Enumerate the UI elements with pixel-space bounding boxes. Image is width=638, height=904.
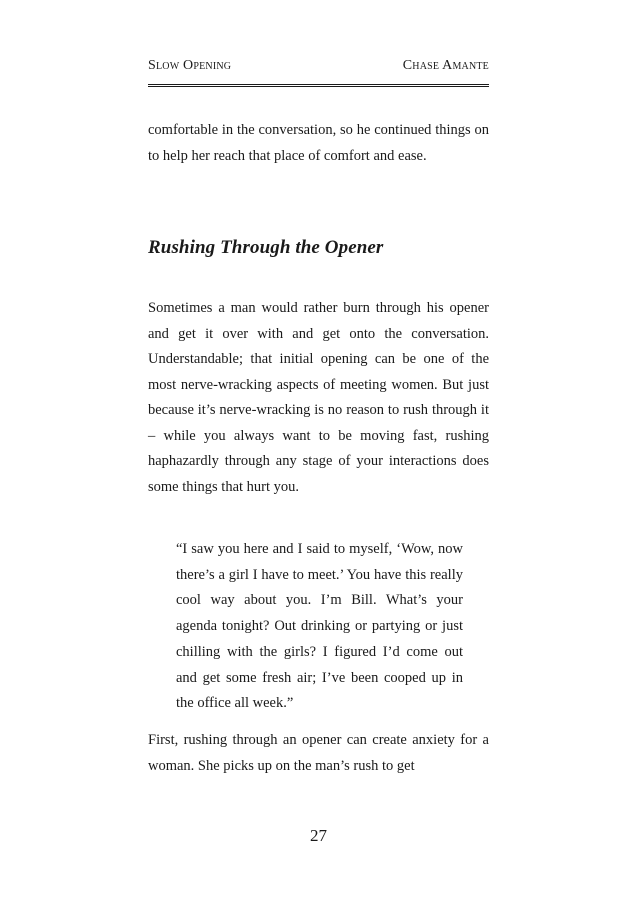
paragraph-first: First, rushing through an opener can create anxiety for a woman. She picks up on the man’s rush to get xyxy=(148,732,489,774)
paragraph-rushing: Sometimes a man would rather burn through his opener and get it over with and get onto the conversation. Understandable; that initial opening can be one of the most nerve-wracking aspects of meeting women. But just because it’s nerve-wracking is no reason to rush through it – while you always want to be moving fast, rushing haphazardly through any stage of your interactions does some things that hurt you. xyxy=(148,300,489,495)
running-header xyxy=(148,58,489,84)
header-chapter-title: Slow Opening xyxy=(148,58,232,73)
header-divider xyxy=(148,84,489,87)
paragraph-continued: comfortable in the conversation, so he continued things on to help her reach that place of comfort and ease. xyxy=(148,122,489,164)
section-heading: Rushing Through the Opener xyxy=(148,237,384,258)
page-number: 27 xyxy=(310,826,327,845)
header-author-name: Chase Amante xyxy=(402,58,489,73)
example-quote: “I saw you here and I said to myself, ‘Wow, now there’s a girl I have to meet.’ You have this really cool way about you. I’m Bill. What’s your agenda tonight? Out drinking or partying or just chilling with the girls? I figured I’d come out and get some fresh air; I’ve been cooped up in the office all week.” xyxy=(176,541,463,712)
book-page xyxy=(148,0,489,904)
